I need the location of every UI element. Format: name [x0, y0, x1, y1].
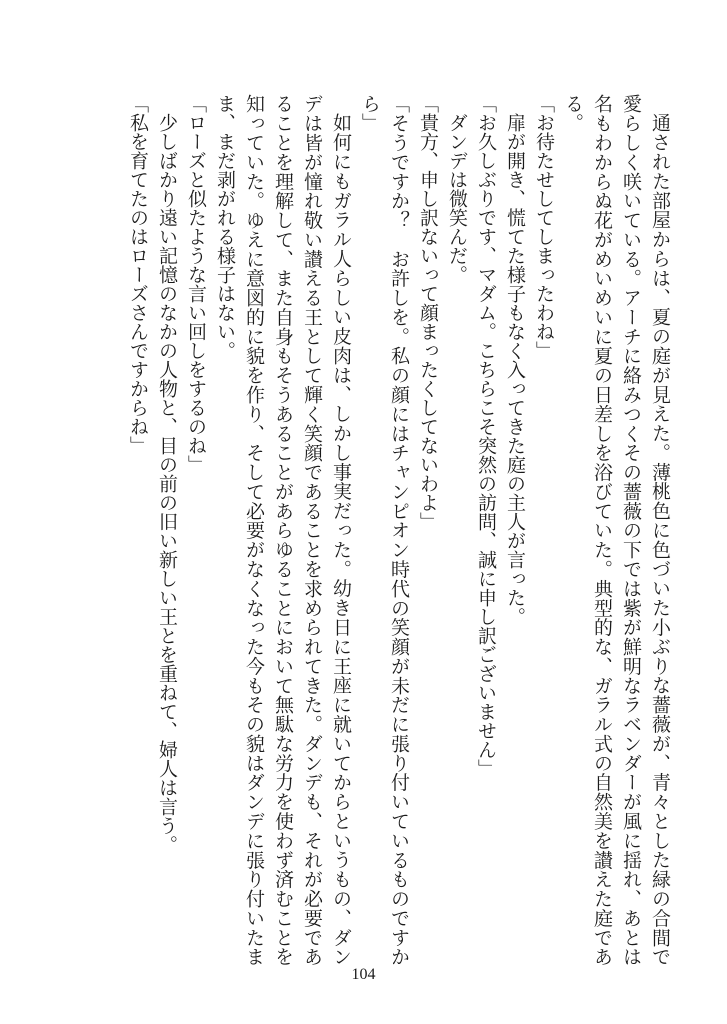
- paragraph-narration: ダンデは微笑んだ。: [446, 113, 468, 284]
- paragraph-narration: 如何にもガラル人らしい皮肉は、しかし事実だった。幼き日に王座に就いてからというもの、ダンデは皆が憧れ敬い讃える王として輝く笑顔であることを求められてきた。ダンデも、それが必要であることを理解して、また自身もそうあることがあらゆることにおいて無駄な労力を使わず済むことを知っていた。ゆえに意図的に貌を作り、そして必要がなくなった今もその貌はダンデに張り付いたまま、まだ剥がれる様子はない。: [214, 94, 352, 966]
- paragraph-dialogue: 「そうですか？ お許しを。私の顔にはチャンピオン時代の笑顔が未だに張り付いているものですから」: [359, 94, 410, 966]
- paragraph-dialogue: 「お待たせしてしまったわね」: [533, 94, 555, 360]
- paragraph-dialogue: 「ローズと似たような言い回しをするのね」: [185, 94, 207, 474]
- page-number: 104: [351, 966, 376, 983]
- paragraph-narration: 少しばかり遠い記憶のなかの人物と、目の前の旧い新しい王とを重ねて、婦人は言う。: [156, 113, 178, 854]
- paragraph-dialogue: 「貴方、申し訳ないって顔まったくしてないわよ」: [417, 94, 439, 531]
- paragraph-narration: 扉が開き、慌てた様子もなく入ってきた庭の主人が言った。: [504, 113, 526, 626]
- page-body-text: [50, 94, 674, 966]
- paragraph-dialogue: 「お久しぶりです、マダム。こちらこそ突然の訪問、誠に申し訳ございません」: [475, 94, 497, 778]
- paragraph-narration: 通された部屋からは、夏の庭が見えた。薄桃色に色づいた小ぶりな薔薇が、青々とした緑の合間で愛らしく咲いている。アーチに絡みつくその薔薇の下では紫が鮮明なラベンダーが風に揺れ、あとは名もわからぬ花がめいめいに夏の日差しを浴びていた。典型的な、ガラル式の自然美を讃えた庭である。: [562, 94, 671, 966]
- paragraph-dialogue: 「私を育てたのはローズさんですからね」: [127, 94, 149, 455]
